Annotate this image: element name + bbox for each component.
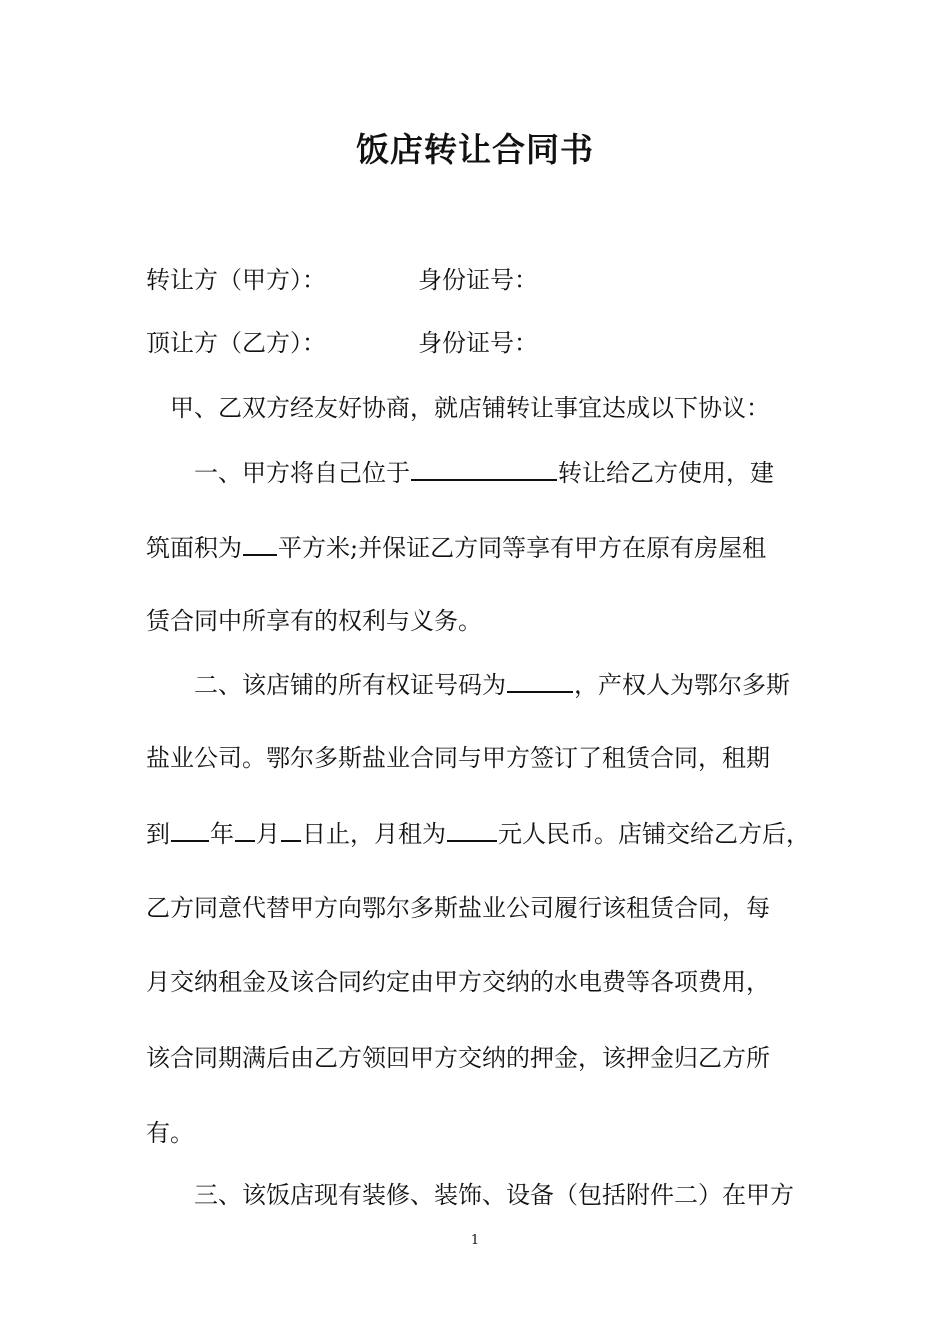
transferor-id-label: 身份证号： bbox=[418, 266, 538, 294]
clause3-line1: 三、该饭店现有装修、装饰、设备（包括附件二）在甲方 bbox=[194, 1181, 794, 1209]
month-blank bbox=[235, 814, 255, 842]
clause1-text-a: 一、甲方将自己位于 bbox=[194, 459, 410, 487]
day-blank bbox=[281, 814, 301, 842]
area-blank bbox=[243, 528, 277, 556]
location-blank bbox=[411, 453, 557, 481]
transferee-id-label: 身份证号： bbox=[418, 329, 538, 357]
clause1-text-b: 转让给乙方使用，建 bbox=[558, 459, 774, 487]
clause2-text-g: 元人民币。店铺交给乙方后， bbox=[498, 820, 810, 848]
clause2-text-b: ，产权人为鄂尔多斯 bbox=[574, 671, 790, 699]
clause2-text-e: 月 bbox=[256, 820, 280, 848]
clause2-line7: 有。 bbox=[146, 1119, 194, 1147]
clause2-text-f: 日止，月租为 bbox=[302, 820, 446, 848]
rent-blank bbox=[447, 814, 497, 842]
clause2-text-a: 二、该店铺的所有权证号码为 bbox=[194, 671, 506, 699]
transferee-label: 顶让方（乙方）： bbox=[146, 329, 326, 357]
clause2-line4: 乙方同意代替甲方向鄂尔多斯盐业公司履行该租赁合同，每 bbox=[146, 894, 770, 922]
clause2-line5: 月交纳租金及该合同约定由甲方交纳的水电费等各项费用， bbox=[146, 968, 770, 996]
clause2-text-d: 年 bbox=[210, 820, 234, 848]
transferor-label: 转让方（甲方）： bbox=[146, 266, 326, 294]
certificate-number-blank bbox=[507, 665, 573, 693]
year-blank bbox=[171, 814, 209, 842]
clause2-line1 bbox=[194, 665, 790, 703]
clause1-text-c: 筑面积为 bbox=[146, 534, 242, 562]
clause1-line1 bbox=[194, 453, 774, 491]
clause1-text-d: 平方米;并保证乙方同等享有甲方在原有房屋租 bbox=[278, 534, 767, 562]
clause2-line3 bbox=[146, 814, 810, 852]
clause1-line2 bbox=[146, 528, 766, 566]
clause2-text-c: 到 bbox=[146, 820, 170, 848]
clause2-line6: 该合同期满后由乙方领回甲方交纳的押金，该押金归乙方所 bbox=[146, 1044, 770, 1072]
page-number: 1 bbox=[470, 1233, 480, 1248]
preamble: 甲、乙双方经友好协商，就店铺转让事宜达成以下协议： bbox=[170, 394, 770, 422]
clause1-line3: 赁合同中所享有的权利与义务。 bbox=[146, 607, 482, 635]
clause2-line2: 盐业公司。鄂尔多斯盐业合同与甲方签订了租赁合同，租期 bbox=[146, 744, 770, 772]
document-title: 饭店转让合同书 bbox=[356, 130, 594, 169]
